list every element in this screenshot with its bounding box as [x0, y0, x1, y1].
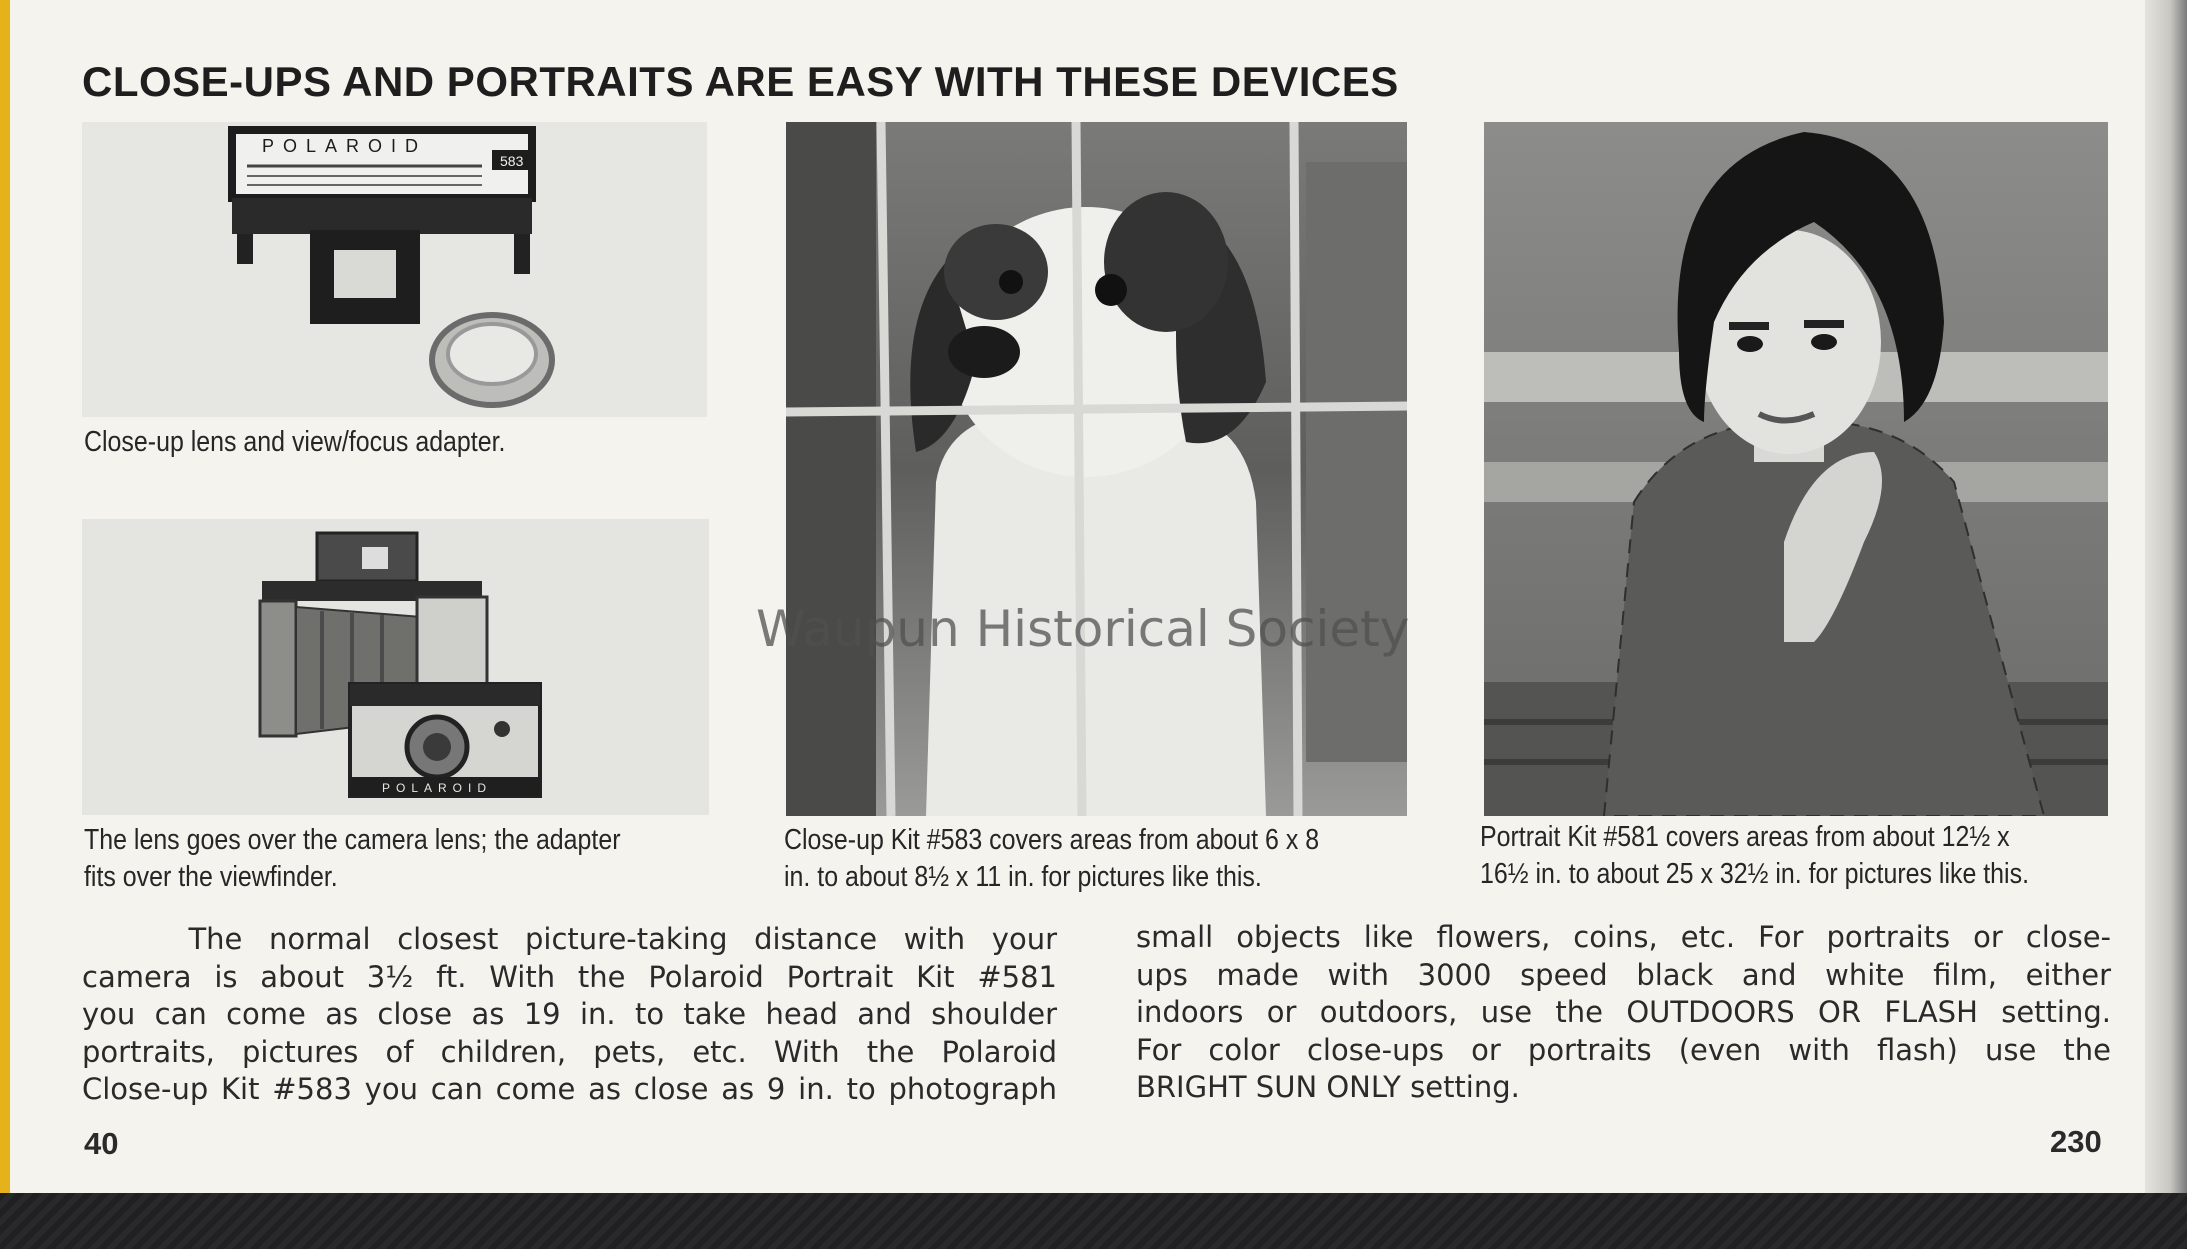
- watermark: Waupun Historical Society: [756, 600, 1410, 658]
- body-column-left: [82, 921, 1057, 1109]
- body-column-right: [1136, 919, 2111, 1107]
- camera-brand: POLAROID: [382, 781, 493, 795]
- page-fold-shadow: [2145, 0, 2187, 1210]
- box-number: 583: [500, 153, 524, 169]
- page-heading: CLOSE-UPS AND PORTRAITS ARE EASY WITH THESE DEVICES: [82, 58, 1399, 105]
- body-line: indoors or outdoors, use the OUTDOORS OR FLASH setting.: [1136, 995, 2111, 1029]
- body-line: camera is about 3½ ft. With the Polaroid Portrait Kit #581: [82, 959, 1057, 994]
- photo-woman-portrait: [1484, 122, 2108, 816]
- lens-adapter-illustration: [82, 122, 707, 417]
- body-line: you can come as close as 19 in. to take head and shoulder: [82, 997, 1057, 1031]
- body-line: small objects like flowers, coins, etc. For portraits or close-: [1136, 920, 2111, 954]
- page-number-right: 230: [2050, 1124, 2102, 1159]
- body-line: Close-up Kit #583 you can come as close as 9 in. to photograph: [82, 1072, 1057, 1106]
- box-brand: POLAROID: [262, 136, 428, 156]
- caption-camera: The lens goes over the camera lens; the adapter fits over the viewfinder.: [84, 824, 621, 893]
- body-line: portraits, pictures of children, pets, etc. With the Polaroid: [82, 1034, 1057, 1069]
- caption-portrait: Portrait Kit #581 covers areas from about 12½ x 16½ in. to about 25 x 32½ in. for pictures like this.: [1480, 821, 2030, 890]
- dog-photo-illustration: [786, 122, 1407, 816]
- portrait-photo-illustration: [1484, 122, 2108, 816]
- book-cover-bottom: [0, 1193, 2187, 1249]
- caption-lens-adapter: Close-up lens and view/focus adapter.: [84, 426, 506, 458]
- photo-camera: [82, 519, 709, 815]
- camera-illustration: [82, 519, 709, 815]
- page-number-left: 40: [84, 1126, 119, 1161]
- photo-dog-behind-fence: [786, 122, 1407, 816]
- body-line: BRIGHT SUN ONLY setting.: [1136, 1070, 1520, 1104]
- body-line: For color close-ups or portraits (even with flash) use the: [1136, 1032, 2111, 1067]
- body-line: ups made with 3000 speed black and white film, either: [1136, 957, 2111, 992]
- photo-lens-adapter: [82, 122, 707, 417]
- cover-edge: [0, 0, 10, 1195]
- caption-dog: Close-up Kit #583 covers areas from about 6 x 8 in. to about 8½ x 11 in. for pictures like this.: [784, 824, 1320, 893]
- body-line: The normal closest picture-taking distance with your: [82, 922, 1057, 956]
